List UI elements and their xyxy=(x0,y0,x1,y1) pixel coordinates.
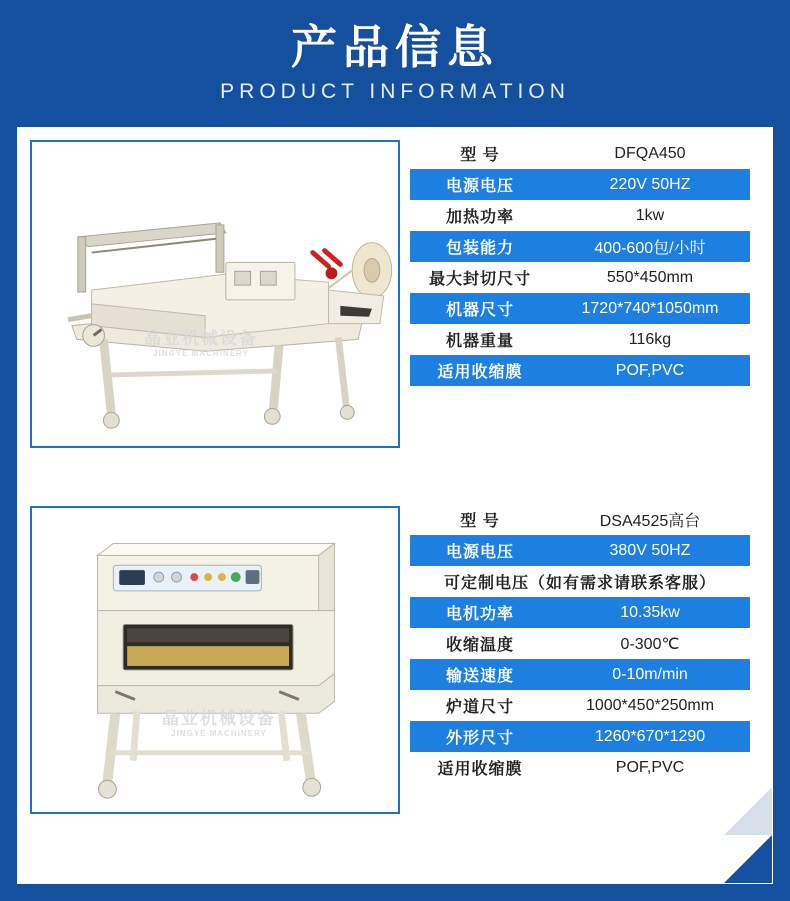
spec-row xyxy=(410,138,750,169)
spec-row xyxy=(410,293,750,324)
spec-label: 收缩温度 xyxy=(445,637,514,654)
spec-label: 电机功率 xyxy=(410,597,550,628)
spec-value: POF,PVC xyxy=(615,758,685,776)
spec-row xyxy=(410,324,750,355)
page-header xyxy=(0,0,790,108)
watermark-2: 晶业机械设备 JINGYE MACHINERY xyxy=(162,709,276,738)
page-title: 产品信息 xyxy=(291,21,499,73)
spec-value: DFQA450 xyxy=(614,144,686,162)
spec-value: 1720*740*1050mm xyxy=(550,293,750,324)
page-fold-corner xyxy=(724,835,772,883)
spec-row xyxy=(410,628,750,659)
spec-row xyxy=(410,597,750,628)
spec-value: 0-300℃ xyxy=(620,635,680,653)
spec-value: 1000*450*250mm xyxy=(585,696,715,714)
page-subtitle: PRODUCT INFORMATION xyxy=(220,80,570,103)
spec-label: 最大封切尺寸 xyxy=(428,271,531,288)
l-bar-sealer-illustration xyxy=(32,142,398,446)
spec-label: 机器尺寸 xyxy=(410,293,550,324)
spec-label: 可定制电压（如有需求请联系客服） xyxy=(443,575,716,592)
shrink-tunnel-illustration xyxy=(32,508,398,812)
spec-row xyxy=(410,504,750,535)
page-fold-shadow xyxy=(724,787,772,835)
spec-label: 加热功率 xyxy=(445,209,514,226)
spec-label: 输送速度 xyxy=(410,659,550,690)
spec-row xyxy=(410,690,750,721)
spec-value: 550*450mm xyxy=(606,268,694,286)
spec-label: 型 号 xyxy=(460,513,500,530)
spec-value: 10.35kw xyxy=(550,597,750,628)
product-image-2 xyxy=(30,506,400,814)
spec-value: 1260*670*1290 xyxy=(550,721,750,752)
spec-table-1 xyxy=(410,138,750,448)
spec-label: 电源电压 xyxy=(410,535,550,566)
spec-value: 220V 50HZ xyxy=(550,169,750,200)
spec-row xyxy=(410,659,750,690)
spec-row xyxy=(410,262,750,293)
spec-row xyxy=(410,355,750,386)
spec-label: 外形尺寸 xyxy=(410,721,550,752)
spec-label: 炉道尺寸 xyxy=(445,699,514,716)
spec-value: DSA4525高台 xyxy=(599,513,701,530)
spec-value: 1kw xyxy=(635,206,665,224)
spec-label: 适用收缩膜 xyxy=(437,761,523,778)
product-image-1 xyxy=(30,140,400,448)
spec-value: 0-10m/min xyxy=(550,659,750,690)
spec-label: 电源电压 xyxy=(410,169,550,200)
spec-value: 380V 50HZ xyxy=(550,535,750,566)
spec-value: 116kg xyxy=(628,330,672,348)
content-card xyxy=(18,128,772,883)
spec-row xyxy=(410,535,750,566)
spec-row xyxy=(410,169,750,200)
spec-label: 机器重量 xyxy=(445,333,514,350)
product-section-1 xyxy=(18,128,772,448)
spec-table-2 xyxy=(410,504,750,814)
spec-row xyxy=(410,200,750,231)
spec-value: POF,PVC xyxy=(550,355,750,386)
product-section-2 xyxy=(18,494,772,814)
spec-label: 包装能力 xyxy=(410,231,550,262)
spec-row xyxy=(410,721,750,752)
spec-label: 适用收缩膜 xyxy=(410,355,550,386)
spec-row xyxy=(410,752,750,783)
spec-row xyxy=(410,231,750,262)
spec-label: 型 号 xyxy=(460,147,500,164)
watermark-1: 晶业机械设备 JINGYE MACHINERY xyxy=(144,329,258,358)
spec-value: 400-600包/小时 xyxy=(550,231,750,262)
spec-row-note xyxy=(410,566,750,597)
